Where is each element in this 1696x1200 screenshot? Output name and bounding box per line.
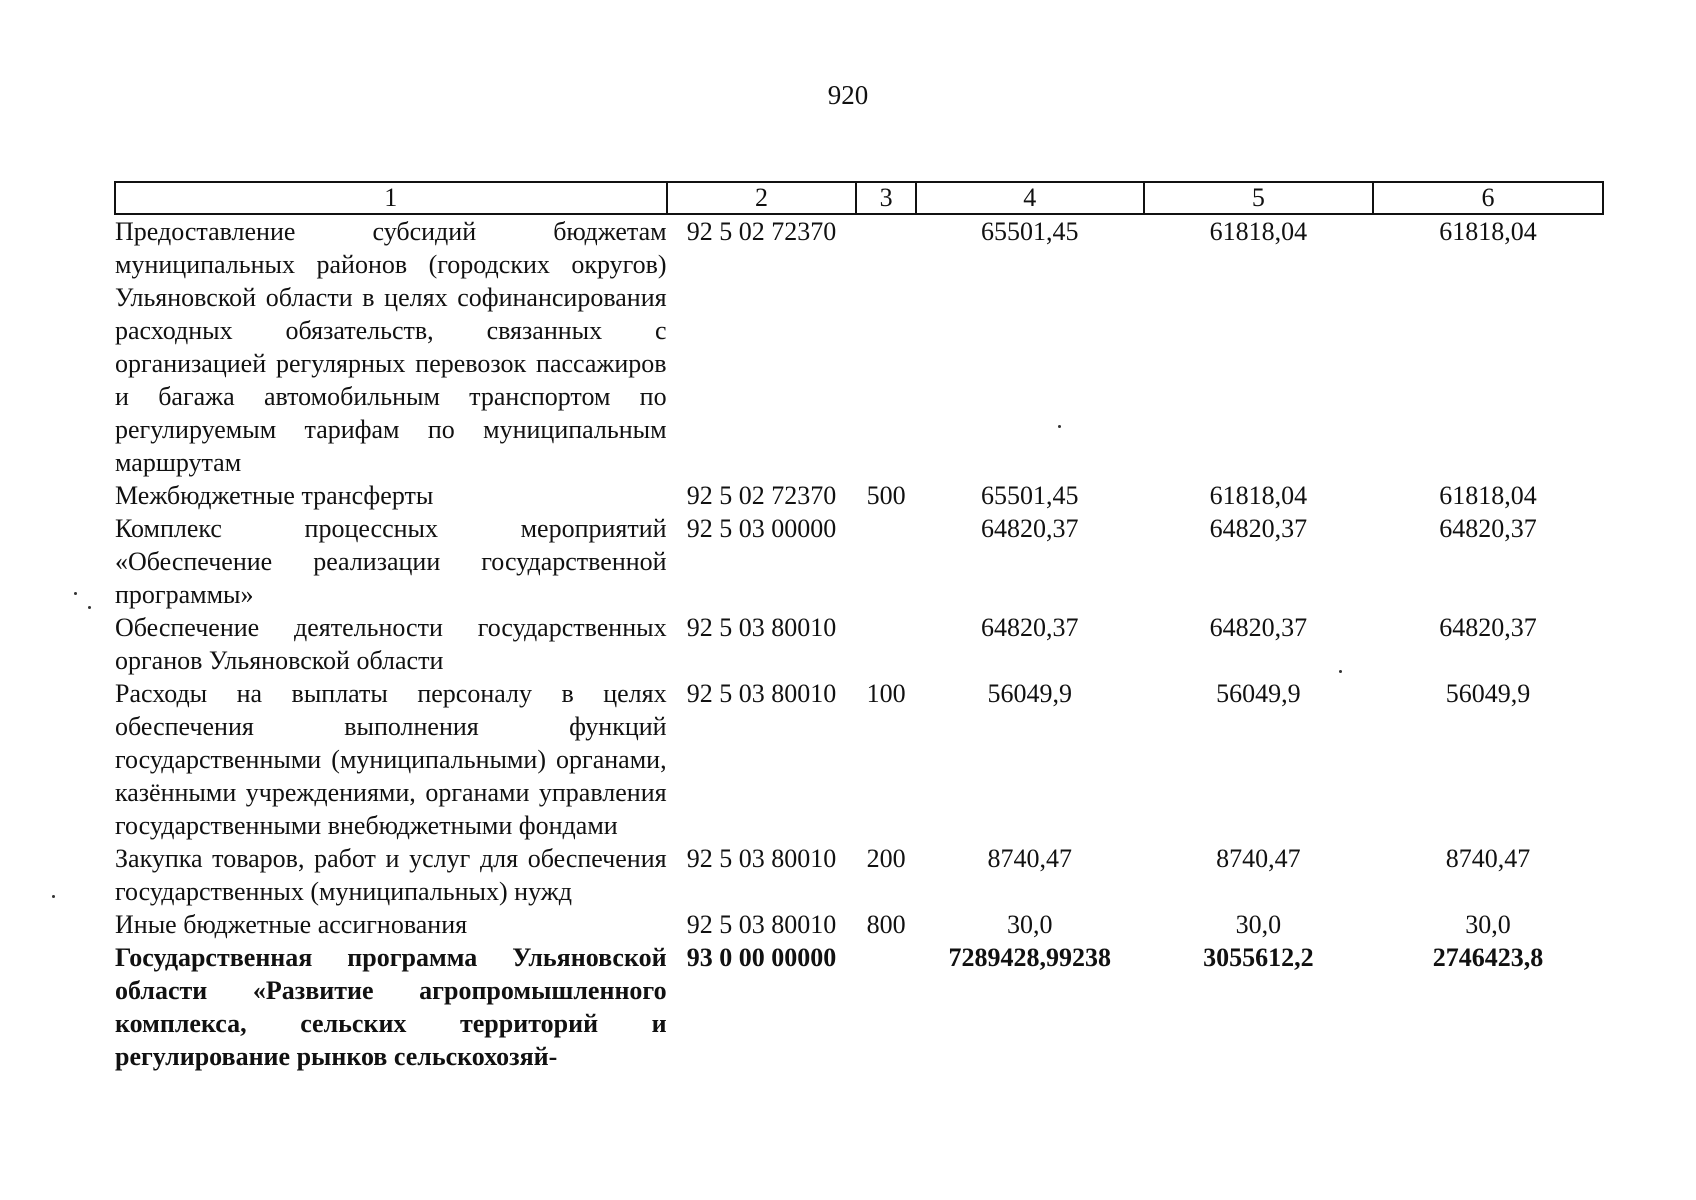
row-description: Государственная программа Ульяновской области «Развитие агропромышленного комплекса, сельских территорий и регулирование рынков сельскохозяй- xyxy=(115,943,667,1071)
row-expense-type xyxy=(856,941,915,1073)
row-description: Иные бюджетные ассигнования xyxy=(115,910,468,939)
row-amount-col5: 8740,47 xyxy=(1216,844,1301,873)
row-amount-col4: 56049,9 xyxy=(987,679,1073,708)
row-amount-col5: 30,0 xyxy=(1235,910,1282,939)
scan-speck xyxy=(52,895,55,898)
scan-speck xyxy=(1058,425,1061,428)
table-row xyxy=(115,908,1603,941)
column-header-2: 2 xyxy=(667,182,857,214)
row-target-code: 92 5 03 80010 xyxy=(686,679,837,708)
budget-table xyxy=(114,181,1604,1073)
row-expense-type: 200 xyxy=(866,844,906,873)
row-target-code: 92 5 03 80010 xyxy=(686,844,837,873)
row-amount-col6: 61818,04 xyxy=(1439,481,1537,510)
scan-speck xyxy=(88,606,91,609)
row-expense-type: 100 xyxy=(866,679,906,708)
row-amount-col6: 30,0 xyxy=(1465,910,1511,939)
row-amount-col5: 56049,9 xyxy=(1216,679,1301,708)
column-header-1: 1 xyxy=(115,182,667,214)
table-header-row xyxy=(115,182,1603,214)
row-amount-col4: 7289428,99238 xyxy=(948,943,1112,972)
table-row xyxy=(115,214,1603,479)
row-amount-col5: 64820,37 xyxy=(1209,514,1308,543)
row-amount-col5: 3055612,2 xyxy=(1203,943,1314,972)
row-expense-type: 800 xyxy=(866,910,906,939)
row-description: Комплекс процессных мероприятий «Обеспечение реализации государственной программы» xyxy=(115,514,667,609)
table-row xyxy=(115,512,1603,611)
row-amount-col4: 65501,45 xyxy=(981,217,1079,246)
row-amount-col6: 61818,04 xyxy=(1439,217,1537,246)
row-amount-col5: 61818,04 xyxy=(1209,217,1308,246)
scan-speck xyxy=(74,592,77,595)
row-amount-col6: 64820,37 xyxy=(1439,613,1537,642)
row-expense-type xyxy=(856,611,915,677)
row-amount-col6: 2746423,8 xyxy=(1432,943,1544,972)
row-target-code: 92 5 03 80010 xyxy=(686,910,837,939)
column-header-5: 5 xyxy=(1144,182,1373,214)
row-amount-col4: 64820,37 xyxy=(981,613,1079,642)
table-row xyxy=(115,941,1603,1073)
row-target-code: 92 5 03 80010 xyxy=(686,613,837,642)
row-amount-col4: 65501,45 xyxy=(981,481,1079,510)
table-row xyxy=(115,611,1603,677)
page-number: 920 xyxy=(827,80,869,110)
row-amount-col4: 30,0 xyxy=(1007,910,1053,939)
row-target-code: 93 0 00 00000 xyxy=(686,943,837,972)
row-amount-col6: 64820,37 xyxy=(1439,514,1537,543)
row-expense-type: 500 xyxy=(866,481,906,510)
table-row xyxy=(115,479,1603,512)
row-target-code: 92 5 03 00000 xyxy=(686,514,837,543)
row-description: Предоставление субсидий бюджетам муниципальных районов (городских округов) Ульяновской области в целях софинансирования расходных обязательств, связанных с организацией регулярных перевозок пассажиров и багажа автомобильным транспортом по регулируемым тарифам по муниципальным маршрутам xyxy=(115,217,667,477)
row-amount-col4: 8740,47 xyxy=(987,844,1073,873)
row-expense-type xyxy=(856,214,915,479)
row-description: Закупка товаров, работ и услуг для обеспечения государственных (муниципальных) нужд xyxy=(115,844,667,906)
row-description: Расходы на выплаты персоналу в целях обеспечения выполнения функций государственными (муниципальными) органами, казёнными учреждениями, органами управления государственными внебюджетными фондами xyxy=(115,679,667,840)
row-amount-col4: 64820,37 xyxy=(981,514,1079,543)
table-row xyxy=(115,842,1603,908)
column-header-3: 3 xyxy=(856,182,915,214)
row-description: Обеспечение деятельности государственных органов Ульяновской области xyxy=(115,613,667,675)
column-header-4: 4 xyxy=(916,182,1144,214)
row-description: Межбюджетные трансферты xyxy=(115,481,434,510)
row-amount-col5: 64820,37 xyxy=(1209,613,1308,642)
row-amount-col6: 56049,9 xyxy=(1445,679,1531,708)
row-amount-col5: 61818,04 xyxy=(1209,481,1308,510)
row-amount-col6: 8740,47 xyxy=(1445,844,1531,873)
table-row xyxy=(115,677,1603,842)
row-target-code: 92 5 02 72370 xyxy=(686,217,837,246)
column-header-6: 6 xyxy=(1373,182,1603,214)
row-target-code: 92 5 02 72370 xyxy=(686,481,837,510)
row-expense-type xyxy=(856,512,915,611)
scan-speck xyxy=(1339,670,1342,673)
